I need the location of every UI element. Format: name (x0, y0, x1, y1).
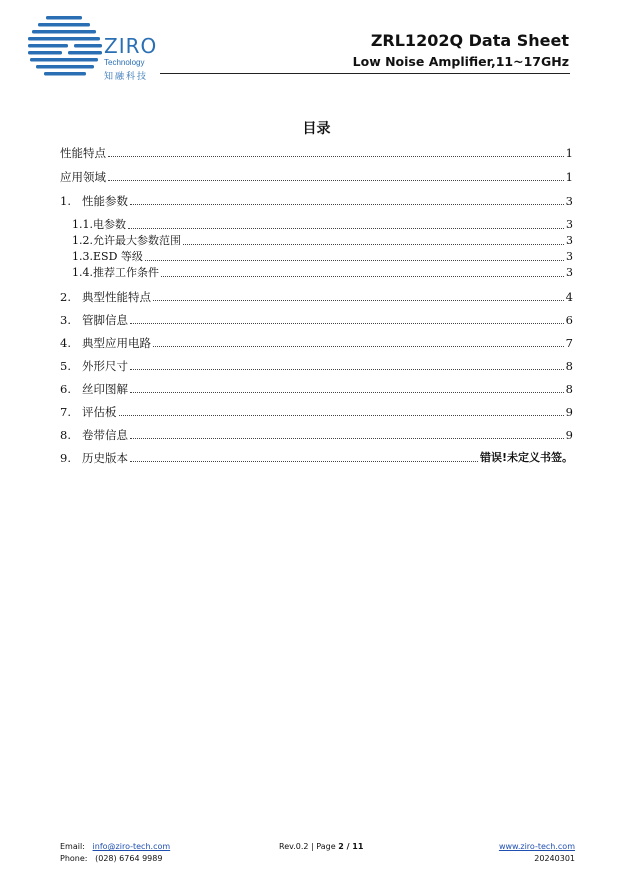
toc-leader-dots (183, 244, 564, 245)
toc-entry-number: 7. (60, 405, 71, 419)
toc-leader-dots (119, 415, 564, 416)
toc-entry-label: 丝印图解 (82, 382, 128, 396)
email-link[interactable]: info@ziro-tech.com (92, 842, 171, 851)
page-label: Page (316, 842, 336, 851)
toc-entry-page: 9 (565, 405, 573, 419)
toc-entry-number: 1.1. (72, 218, 93, 231)
toc-entry-number: 6. (60, 382, 71, 396)
toc-entry-number: 1.2. (72, 234, 93, 247)
toc-entry[interactable] (60, 290, 573, 304)
toc-entry-label: 历史版本 (82, 451, 128, 465)
toc-entry-number: 3. (60, 313, 71, 327)
toc-entry-number: 1. (60, 194, 71, 208)
toc-entry-label: 管脚信息 (82, 313, 128, 327)
toc-entry-label: 性能参数 (82, 194, 128, 208)
footer-revision (279, 842, 363, 851)
toc-entry[interactable] (60, 313, 573, 327)
toc-leader-dots (130, 204, 564, 205)
toc-leader-dots (130, 461, 478, 462)
logo-sub-en: Technology (104, 58, 145, 67)
toc-entry-number: 2. (60, 290, 71, 304)
toc-title: 目录 (302, 121, 331, 137)
toc-entry-page: 3 (565, 194, 573, 208)
toc-leader-dots (153, 346, 564, 347)
toc-entry[interactable] (60, 382, 573, 396)
toc-entry-label: 外形尺寸 (82, 359, 128, 373)
logo-sub-cn: 知融科技 (104, 72, 149, 82)
toc-entry[interactable] (60, 336, 573, 350)
toc-entry-number: 8. (60, 428, 71, 442)
website-link[interactable]: www.ziro-tech.com (498, 842, 575, 851)
toc-entry[interactable] (72, 218, 573, 232)
toc-entry-number: 4. (60, 336, 71, 350)
toc-entry-page: 8 (565, 359, 573, 373)
toc-entry-page: 4 (565, 290, 573, 304)
separator: | (311, 842, 314, 851)
toc-entry-label: 应用领域 (60, 170, 106, 184)
toc-entry[interactable] (72, 250, 573, 264)
email-label: Email: (60, 842, 85, 851)
toc-entry[interactable] (60, 428, 573, 442)
logo-name: ZIRO (104, 34, 158, 58)
toc-leader-dots (128, 228, 564, 229)
toc-leader-dots (108, 156, 564, 157)
toc-entry-label: 卷带信息 (82, 428, 128, 442)
toc-entry-page: 1 (565, 146, 573, 160)
toc-entry[interactable] (60, 194, 573, 208)
header-divider (160, 73, 570, 74)
toc-entry-label: 推荐工作条件 (93, 266, 159, 279)
toc-entry-page: 3 (566, 266, 573, 279)
toc-leader-dots (130, 392, 564, 393)
page-number: 2 / 11 (338, 842, 364, 851)
toc-entry-label: 典型应用电路 (82, 336, 151, 350)
toc-entry[interactable] (60, 451, 573, 465)
toc-entry-page: 3 (566, 218, 573, 231)
toc-leader-dots (161, 276, 564, 277)
toc-entry-number: 5. (60, 359, 71, 373)
toc-entry-label: 评估板 (82, 405, 117, 419)
footer-phone (60, 854, 162, 863)
toc-entry[interactable] (60, 405, 573, 419)
document-title: ZRL1202Q Data Sheet (370, 31, 569, 50)
toc-entry-label: ESD 等级 (93, 250, 143, 263)
toc-leader-dots (108, 180, 564, 181)
toc-entry[interactable] (72, 234, 573, 248)
toc-entry-page: 错误!未定义书签。 (479, 451, 573, 464)
footer-date: 20240301 (534, 854, 575, 863)
toc-entry[interactable] (60, 359, 573, 373)
toc-entry-page: 1 (565, 170, 573, 184)
toc-leader-dots (153, 300, 564, 301)
document-subtitle: Low Noise Amplifier,11~17GHz (352, 54, 569, 69)
toc-leader-dots (130, 438, 564, 439)
toc-entry-label: 允许最大参数范围 (93, 234, 181, 247)
footer-email (60, 842, 170, 851)
toc-entry-page: 8 (565, 382, 573, 396)
toc-leader-dots (145, 260, 564, 261)
toc-entry-number: 1.3. (72, 250, 93, 263)
toc-entry-page: 7 (565, 336, 573, 350)
toc-entry-label: 典型性能特点 (82, 290, 151, 304)
toc-entry-label: 性能特点 (60, 146, 106, 160)
toc-leader-dots (130, 369, 564, 370)
toc-entry-page: 6 (565, 313, 573, 327)
phone-label: Phone: (60, 854, 88, 863)
toc-entry-number: 1.4. (72, 266, 93, 279)
toc-entry-page: 3 (566, 234, 573, 247)
toc-entry-number: 9. (60, 451, 71, 465)
toc-entry[interactable] (60, 170, 573, 184)
toc-entry-page: 3 (566, 250, 573, 263)
toc-leader-dots (130, 323, 564, 324)
toc-entry-label: 电参数 (93, 218, 126, 231)
phone-number: (028) 6764 9989 (95, 854, 163, 863)
toc-entry[interactable] (72, 266, 573, 280)
toc-entry[interactable] (60, 146, 573, 160)
revision-text: Rev.0.2 (279, 842, 309, 851)
toc-entry-page: 9 (565, 428, 573, 442)
